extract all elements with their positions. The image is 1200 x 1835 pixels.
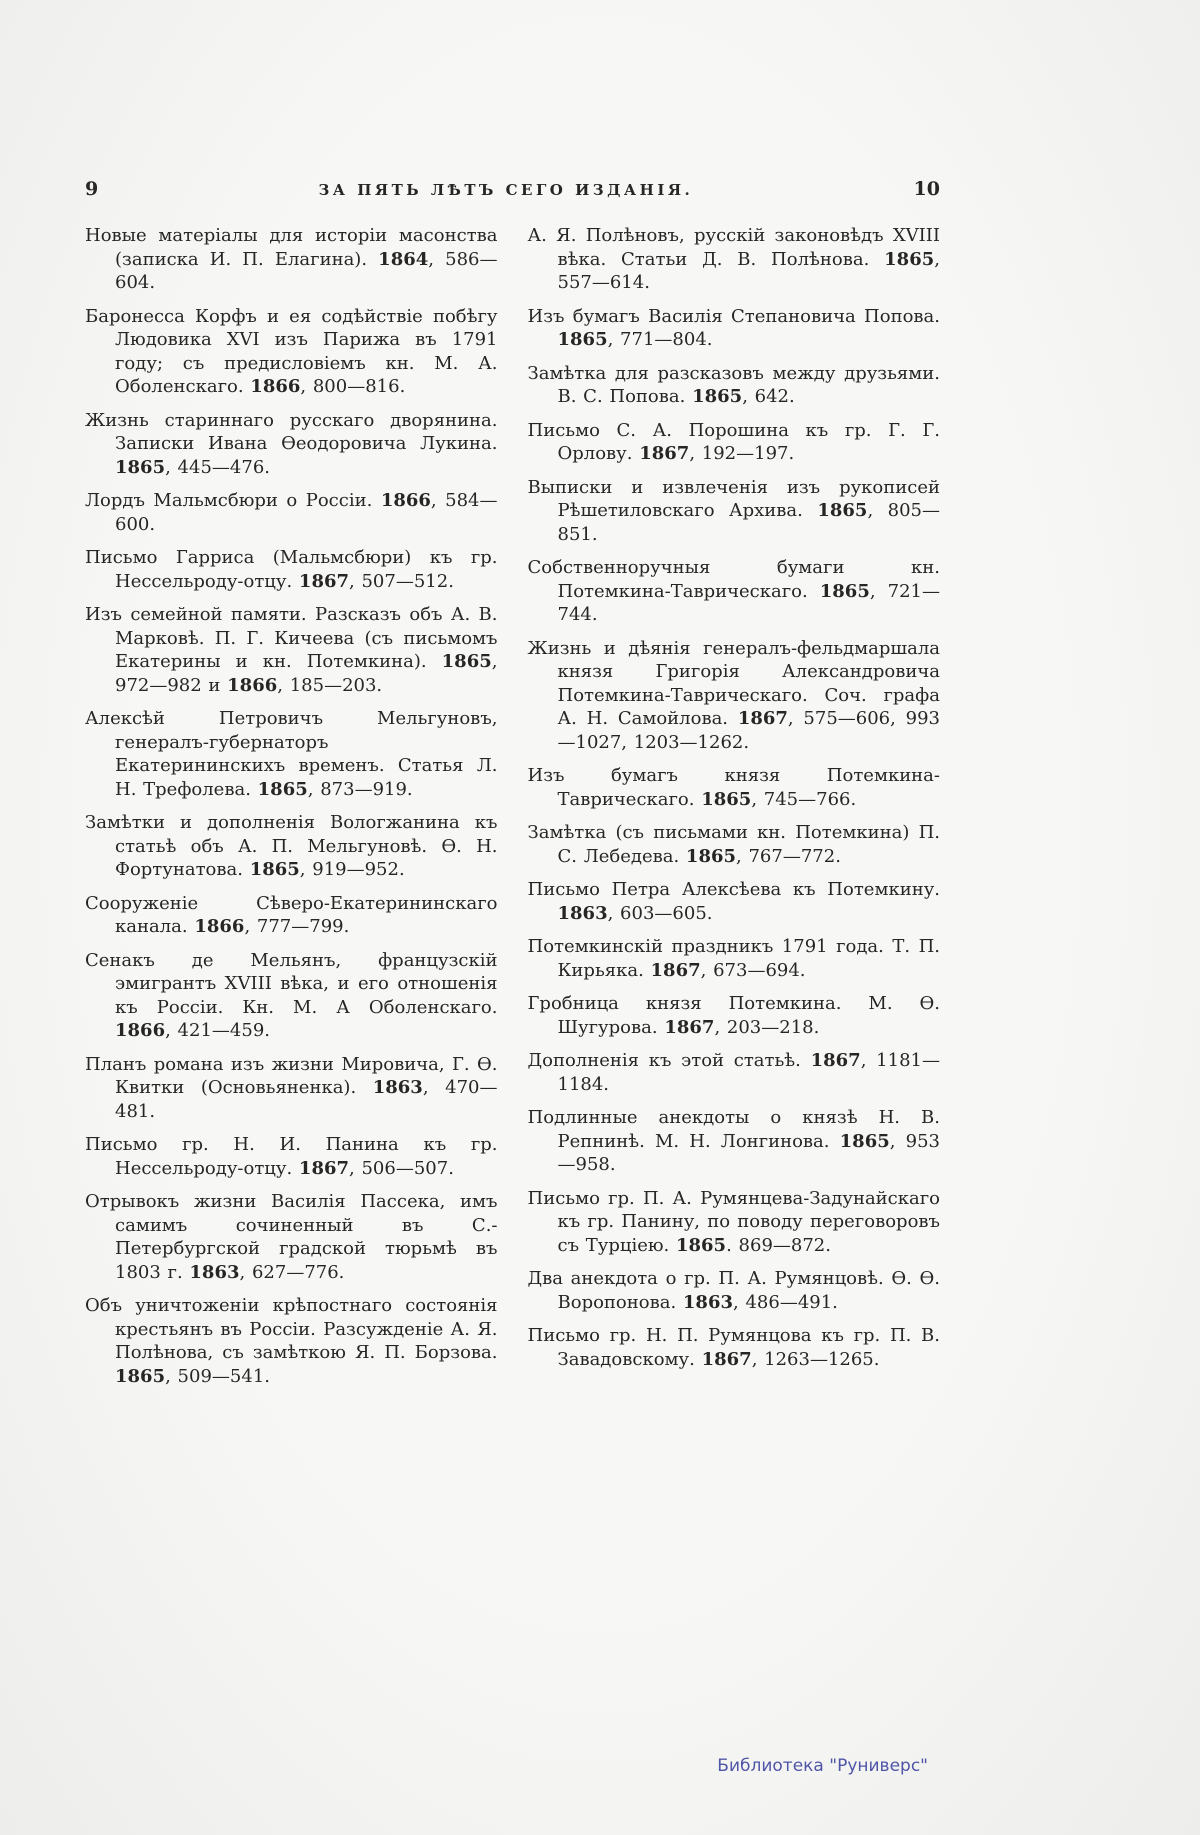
toc-entry: Собственноручныя бумаги кн. Потемкина-Таврическаго. 1865, 721—744. [527,557,940,625]
toc-entry: Изъ бумагъ князя Потемкина-Таврическаго. 1865, 745—766. [527,765,940,810]
toc-entry: Изъ бумагъ Василія Степановича Попова. 1865, 771—804. [527,305,940,350]
page-number-right: 10 [913,178,940,200]
toc-entry: Баронесса Корфъ и ея содѣйствіе побѣгу Людовика XVI изъ Парижа въ 1791 году; съ предисловіемъ кн. М. А. Оболенскаго. 1866, 800—816. [85,305,498,397]
toc-entry: Жизнь стариннаго русскаго дворянина. Записки Ивана Ѳеодоровича Лукина. 1865, 445—476. [85,409,498,478]
toc-entry: Замѣтка для разсказовъ между друзьями. В. С. Попова. 1865, 642. [527,362,940,407]
toc-entry: Письмо гр. Н. П. Румянцова къ гр. П. В. Завадовскому. 1867, 1263—1265. [527,1325,940,1370]
toc-entry: Сенакъ де Мельянъ, французскій эмигрантъ XVIII вѣка, и его отношенія къ Россіи. Кн. М. А Оболенскаго. 1866, 421—459. [85,949,498,1041]
toc-entry: Новые матеріалы для исторіи масонства (записка И. П. Елагина). 1864, 586—604. [85,225,498,293]
library-watermark: Библиотека "Руниверс" [717,1756,928,1776]
toc-entry: Потемкинскій праздникъ 1791 года. Т. П. Кирьяка. 1867, 673—694. [527,936,940,981]
toc-entry: Гробница князя Потемкина. М. Ѳ. Шугурова. 1867, 203—218. [527,993,940,1038]
toc-entry: Письмо гр. П. А. Румянцева-Задунайскаго къ гр. Панину, по поводу переговоровъ съ Турціею. 1865. 869—872. [527,1187,940,1256]
toc-entry: Алексѣй Петровичъ Мельгуновъ, генералъ-губернаторъ Екатерининскихъ временъ. Статья Л. Н. Трефолева. 1865, 873—919. [85,708,498,800]
running-title: ЗА ПЯТЬ ЛѢТЪ СЕГО ИЗДАНІЯ. [318,181,694,199]
toc-entry: Лордъ Мальмсбюри о Россіи. 1866, 584—600. [85,490,498,535]
toc-entry: Письмо гр. Н. И. Панина къ гр. Нессельроду-отцу. 1867, 506—507. [85,1134,498,1179]
toc-entry: Письмо Гарриса (Мальмсбюри) къ гр. Нессельроду-отцу. 1867, 507—512. [85,547,498,592]
toc-entry: Сооруженіе Сѣверо-Екатерининскаго канала. 1866, 777—799. [85,892,498,937]
toc-entry: Дополненія къ этой статьѣ. 1867, 1181—1184. [527,1050,940,1095]
toc-entry: Подлинные анекдоты о князѣ Н. В. Репнинѣ. М. Н. Лонгинова. 1865, 953—958. [527,1107,940,1175]
toc-entry: Выписки и извлеченія изъ рукописей Рѣшетиловскаго Архива. 1865, 805—851. [527,476,940,545]
toc-entry: Замѣтки и дополненія Вологжанина къ статьѣ объ А. П. Мельгуновѣ. Ѳ. Н. Фортунатова. 1865, 919—952. [85,812,498,880]
toc-entry: Планъ романа изъ жизни Мировича, Г. Ѳ. Квитки (Основьяненка). 1863, 470—481. [85,1053,498,1122]
toc-entry: Жизнь и дѣянія генералъ-фельдмаршала князя Григорія Александровича Потемкина-Таврическаго. Соч. графа А. Н. Самойлова. 1867, 575—606, 993—1027, 1203—1262. [527,637,940,753]
page-header [85,178,940,200]
toc-columns [85,224,940,1398]
toc-entry: А. Я. Полѣновъ, русскій законовѣдъ XVIII вѣка. Статьи Д. В. Полѣнова. 1865, 557—614. [527,225,940,293]
page-number-left: 9 [85,178,99,200]
toc-entry: Письмо С. А. Порошина къ гр. Г. Г. Орлову. 1867, 192—197. [527,419,940,464]
toc-entry: Письмо Петра Алексѣева къ Потемкину. 1863, 603—605. [527,879,940,924]
toc-column-right [528,224,941,1398]
toc-entry: Объ уничтоженіи крѣпостнаго состоянія крестьянъ въ Россіи. Разсужденіе А. Я. Полѣнова, съ замѣткою Я. П. Борзова. 1865, 509—541. [85,1295,498,1387]
toc-entry: Изъ семейной памяти. Разсказъ объ А. В. Марковѣ. П. Г. Кичеева (съ письмомъ Екатерины и кн. Потемкина). 1865, 972—982 и 1866, 185—203. [85,604,498,696]
toc-entry: Два анекдота о гр. П. А. Румянцовѣ. Ѳ. Ѳ. Воропонова. 1863, 486—491. [527,1268,940,1313]
toc-column-left [85,224,498,1398]
toc-entry: Замѣтка (съ письмами кн. Потемкина) П. С. Лебедева. 1865, 767—772. [527,822,940,867]
toc-entry: Отрывокъ жизни Василія Пассека, имъ самимъ сочиненный въ С.-Петербургской градской тюрьмѣ въ 1803 г. 1863, 627—776. [85,1191,498,1283]
